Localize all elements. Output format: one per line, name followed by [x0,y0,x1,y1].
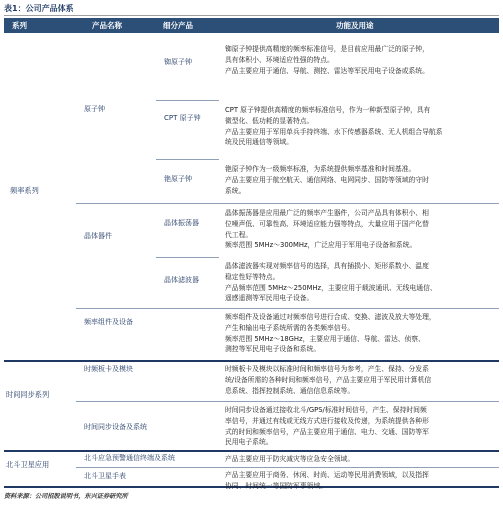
table-header-band [4,18,499,33]
desc-crystal-filter: 晶体滤波器实现对频率信号的选择，具有插损小、矩形系数小、温度 稳定性好等特点。 产品频率范围 5MHz～250MHz，主要应用于载波通讯、无线电通信、 遥感遥测等军民用电子设备。 [225,262,437,303]
source-note: 资料来源：公司招股说明书，东兴证券研究所 [4,493,128,500]
divider-osc-filter [156,257,219,258]
caption-divider [4,15,499,16]
sub-cs-clock: 铯原子钟 [164,175,192,183]
product-bd-watch: 北斗卫星手表 [84,472,126,480]
divider-time-bd [4,450,499,452]
product-system-table [4,18,499,490]
sub-rb-clock: 铷原子钟 [164,58,192,66]
product-freq-module: 频率组件及设备 [84,318,133,326]
sub-crystal-filter: 晶体滤波器 [164,276,199,284]
header-series: 系列 [12,21,27,30]
divider-terminal-watch [76,467,499,468]
desc-cs-clock: 铯原子钟作为一级频率标准，为系统提供频率基准和时间基准。 产品主要应用于航空航天、通信网络、电网同步、国防等领域的守时 系统。 [225,165,429,195]
desc-bd-watch: 产品主要应用于商务、休闲、时尚、运动等民用消费领域，以及指挥 协同、时间统一等国防军事领域。 [225,471,429,490]
desc-freq-module: 频率组件及设备通过对频率信号进行合成、变换、滤波及放大等处理， 产生和输出电子系统所需的各类频率信号。 频率范围 5MHz～18GHz，主要应用于通信、导航、雷达、侦察、 测控等军民用电子设备和系统。 [225,313,436,354]
divider-freq-time [4,360,499,362]
product-bd-terminal: 北斗应急预警通信终端及系统 [84,454,175,462]
divider-crystal-module [76,308,499,309]
desc-time-sync-device: 时间同步设备通过接收北斗/GPS/标准时间信号，产生、保持时间频 率信号，并通过有线或无线方式进行接收及传递，为系统提供各种形 式的时间和频率信号，产品主要应用于通信、电力、交通、国防等军 民用电子系统。 [225,406,429,447]
desc-rb-clock: 铷原子钟提供高精度的频率标准信号，是目前应用最广泛的原子钟， 具有体积小、环境适应性强的特点。 产品主要应用于通信、导航、测控、雷达等军民用电子设备或系统。 [225,45,429,75]
divider-card-sync [76,401,499,402]
series-beidou: 北斗卫星应用 [6,460,50,469]
series-time-sync: 时间同步系列 [6,390,50,399]
desc-bd-terminal: 产品主要应用于防灾减灾等应急安全领域。 [225,455,355,463]
divider-rb-cpt [156,100,219,101]
product-time-sync-device: 时间同步设备及系统 [84,423,147,431]
header-sub-product: 细分产品 [163,21,193,30]
divider-cpt-cs [156,159,219,160]
desc-cpt-clock: CPT 原子钟提供高精度的频率标准信号，作为一种新型原子钟，具有 微型化、低功耗的显著特点。 产品主要应用于军用单兵手持终端、水下传感器系统、无人机组合导航系 统及民用通信等领域。 [225,106,443,147]
desc-time-card: 时频板卡及模块以标准时间和频率信号为参考，产生、保持、分发系 统/设备所需的各种时间和频率信号，产品主要应用于军民用计算机信 息系统、指挥控制系统、通信信息系统等。 [225,365,432,395]
header-product-name: 产品名称 [92,21,122,30]
series-frequency: 频率系列 [10,186,39,195]
product-atomic-clock: 原子钟 [84,105,105,113]
divider-atomic-crystal [76,203,499,204]
desc-crystal-osc: 晶体振荡器是应用最广泛的频率产生器件，公司产品具有体积小、相 位噪声低、可靠性高、环境适应能力强等特点，大量应用于国产化替 代工程。 频率范围 5MHz～300MHz，广泛应用于军用电子设备和系统。 [225,209,429,250]
product-crystal-device: 晶体器件 [84,232,112,240]
sub-crystal-osc: 晶体振荡器 [164,219,199,227]
table-caption: 表1：公司产品体系 [4,4,74,13]
header-function: 功能及用途 [336,21,374,30]
product-time-card: 时频板卡及模块 [84,365,133,373]
sub-cpt-clock: CPT 原子钟 [164,114,201,122]
